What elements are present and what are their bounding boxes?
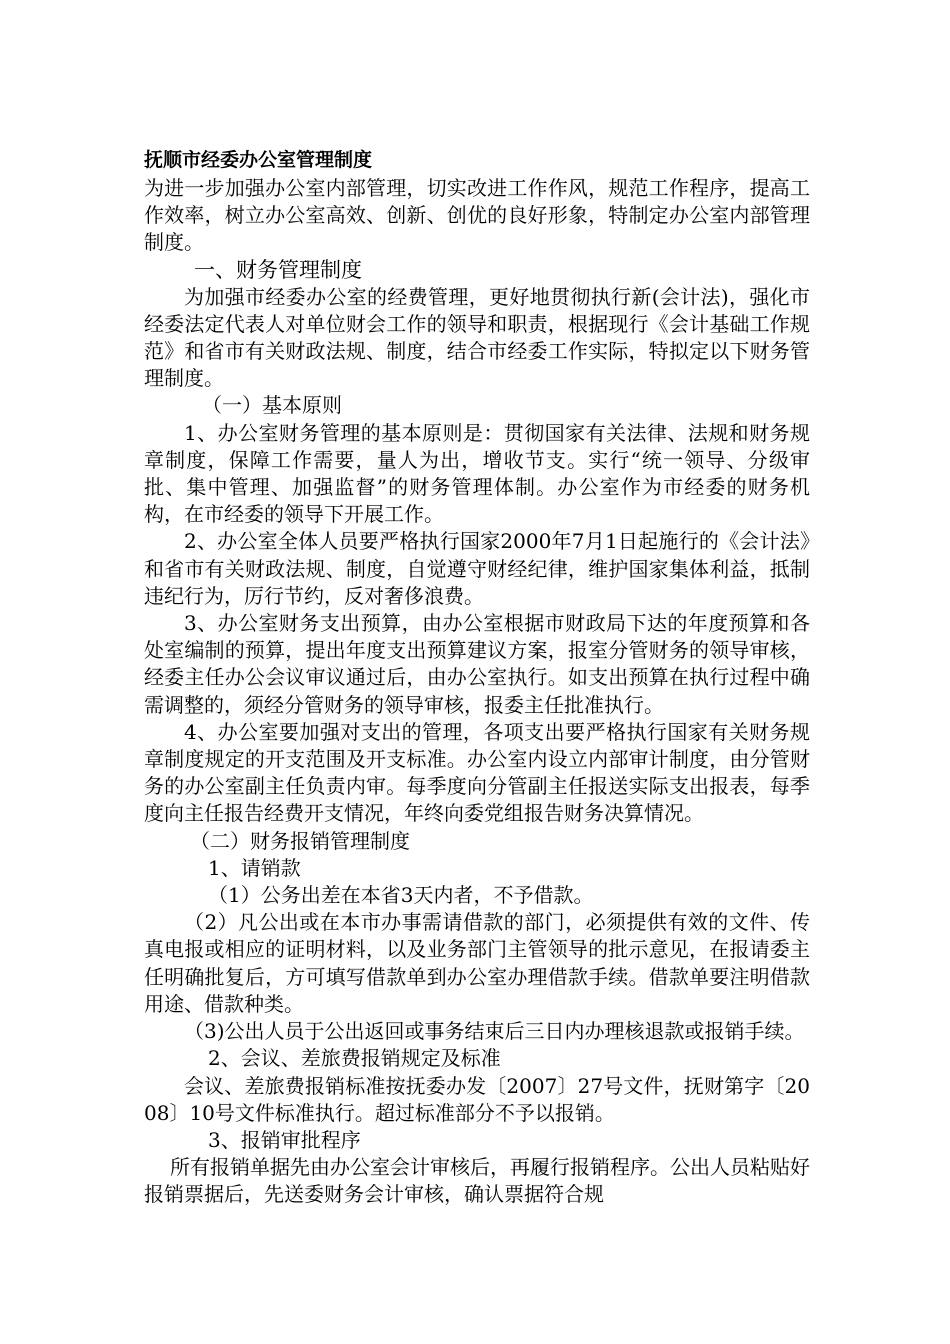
document-body [144,147,810,1209]
subsection-heading-reimbursement: （二）财务报销管理制度 [190,828,410,853]
item-loan-1: （1）公务出差在本省3天内者，不予借款。 [208,883,594,908]
item-heading-travel-standards: 2、会议、差旅费报销规定及标准 [208,1046,501,1071]
paragraph-travel-standards: 会议、差旅费报销标准按抚委办发〔2007〕27号文件，抚财第字〔2008〕10号文件标准执行。超过标准部分不予以报销。 [144,1073,810,1125]
section-heading-finance: 一、财务管理制度 [194,257,362,282]
item-heading-loan: 1、请销款 [208,855,301,880]
paragraph-principle-1: 1、办公室财务管理的基本原则是：贯彻国家有关法律、法规和财务规章制度，保障工作需要，量人为出，增收节支。实行“统一领导、分级审批、集中管理、加强监督”的财务管理体制。办公室作为市经委的财务机构，在市经委的领导下开展工作。 [144,420,810,527]
item-loan-2: （2）凡公出或在本市办事需请借款的部门，必须提供有效的文件、传真电报或相应的证明材料，以及业务部门主管领导的批示意见，在报请委主任明确批复后，方可填写借款单到办公室办理借款手续。借款单要注明借款用途、借款种类。 [144,910,810,1016]
paragraph-finance-purpose: 为加强市经委办公室的经费管理，更好地贯彻执行新(会计法)，强化市经委法定代表人对单位财会工作的领导和职责，根据现行《会计基础工作规范》和省市有关财政法规、制度，结合市经委工作实际，特拟定以下财务管理制度。 [144,284,810,391]
paragraph-principle-3: 3、办公室财务支出预算，由办公室根据市财政局下达的年度预算和各处室编制的预算，提出年度支出预算建议方案，报室分管财务的领导审核，经委主任办公会议审议通过后，由办公室执行。如支出预算在执行过程中确需调整的，须经分管财务的领导审核，报委主任批准执行。 [144,611,810,717]
intro-paragraph: 为进一步加强办公室内部管理，切实改进工作作风，规范工作程序，提高工作效率，树立办公室高效、创新、创优的良好形象，特制定办公室内部管理制度。 [144,176,810,255]
document-title: 抚顺市经委办公室管理制度 [144,149,373,171]
paragraph-principle-4: 4、办公室要加强对支出的管理，各项支出要严格执行国家有关财务规章制度规定的开支范围及开支标准。办公室内设立内部审计制度，由分管财务的办公室副主任负责内审。每季度向分管副主任报送实际支出报表，每季度向主任报告经费开支情况，年终向委党组报告财务决算情况。 [144,719,810,826]
paragraph-principle-2: 2、办公室全体人员要严格执行国家2000年7月1日起施行的《会计法》和省市有关财政法规、制度，自觉遵守财经纪律，维护国家集体利益，抵制违纪行为，厉行节约，反对奢侈浪费。 [144,529,810,608]
item-loan-3: （3)公出人员于公出返回或事务结束后三日内办理核退款或报销手续。 [184,1019,805,1044]
subsection-heading-basic-principles: （一）基本原则 [202,393,342,418]
item-heading-approval-procedure: 3、报销审批程序 [208,1127,361,1152]
paragraph-approval-procedure: 所有报销单据先由办公室会计审核后，再履行报销程序。公出人员粘贴好报销票据后，先送委财务会计审核，确认票据符合规 [144,1155,810,1207]
